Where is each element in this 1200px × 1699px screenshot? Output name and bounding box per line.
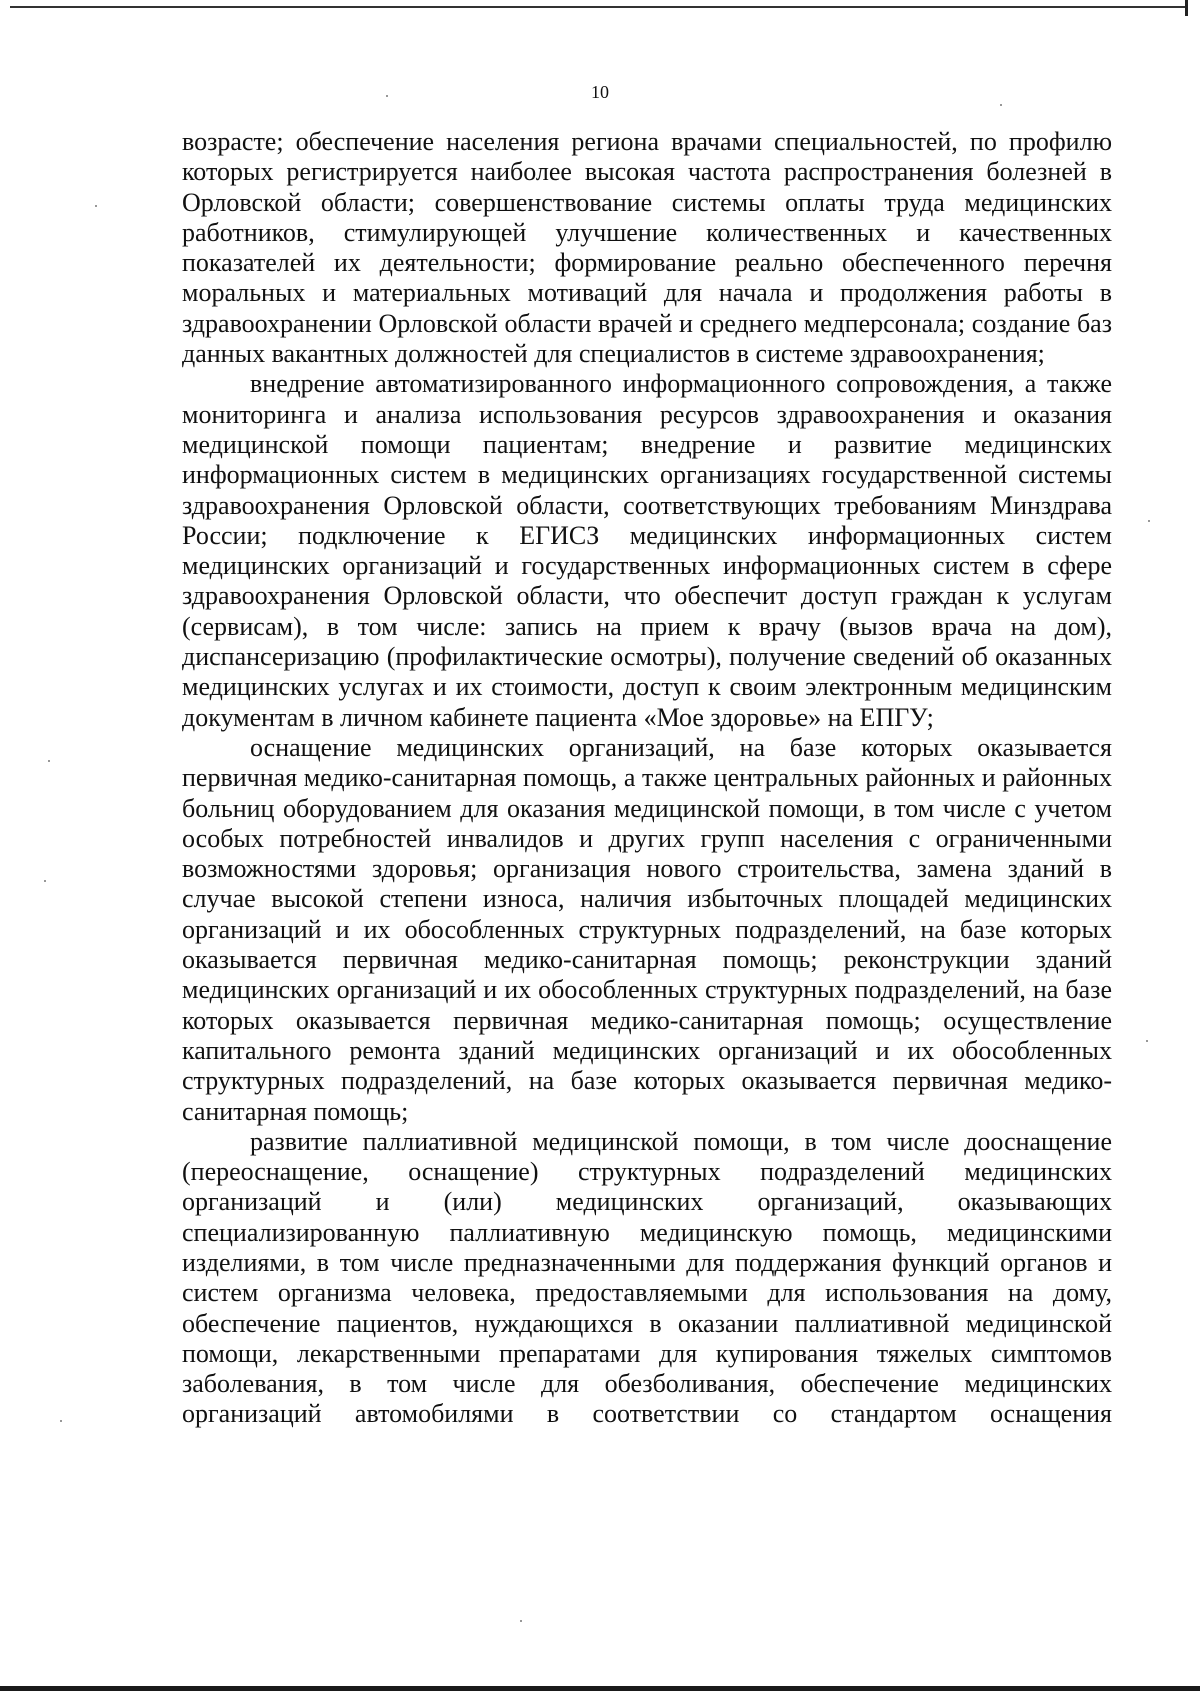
document-body	[182, 127, 1112, 1430]
scan-corner-mark	[1185, 0, 1188, 16]
scan-speck	[386, 95, 388, 97]
scan-speck	[520, 1620, 522, 1622]
page-number: 10	[591, 82, 609, 102]
paragraph-workforce: возрасте; обеспечение населения региона врачами специальностей, по профилю которых регистрируется наиболее высокая частота распространения болезней в Орловской области; совершенствование системы оплаты труда медицинских работников, стимулирующей улучшение количественных и качественных показателей их деятельности; формирование реально обеспеченного перечня моральных и материальных мотиваций для начала и продолжения работы в здравоохранении Орловской области врачей и среднего медперсонала; создание баз данных вакантных должностей для специалистов в системе здравоохранения;	[182, 127, 1112, 369]
scan-speck	[1148, 520, 1150, 522]
paragraph-palliative-care: развитие паллиативной медицинской помощи, в том числе дооснащение (переоснащение, оснащение) структурных подразделений медицинских организаций и (или) медицинских организаций, оказывающих специализированную паллиативную медицинскую помощь, медицинскими изделиями, в том числе предназначенными для поддержания функций органов и систем организма человека, предоставляемыми для использования на дому, обеспечение пациентов, нуждающихся в оказании паллиативной медицинской помощи, лекарственными препаратами для купирования тяжелых симптомов заболевания, в том числе для обезболивания, обеспечение медицинских организаций автомобилями в соответствии со стандартом оснащения	[182, 1126, 1112, 1429]
scan-bottom-border	[0, 1686, 1200, 1691]
scan-speck	[44, 880, 46, 882]
scan-speck	[95, 205, 97, 207]
paragraph-information-systems: внедрение автоматизированного информационного сопровождения, а также мониторинга и анализа использования ресурсов здравоохранения и оказания медицинской помощи пациентам; внедрение и развитие медицинских информационных систем в медицинских организациях государственной системы здравоохранения Орловской области, соответствующих требованиям Минздрава России; подключение к ЕГИСЗ медицинских информационных систем медицинских организаций и государственных информационных систем в сфере здравоохранения Орловской области, что обеспечит доступ граждан к услугам (сервисам), в том числе: запись на прием к врачу (вызов врача на дом), диспансеризацию (профилактические осмотры), получение сведений об оказанных медицинских услугах и их стоимости, доступ к своим электронным медицинским документам в личном кабинете пациента «Мое здоровье» на ЕПГУ;	[182, 369, 1112, 732]
scan-speck	[48, 760, 50, 762]
scan-speck	[60, 1420, 62, 1422]
scan-speck	[1146, 1040, 1148, 1042]
paragraph-equipment-construction: оснащение медицинских организаций, на базе которых оказывается первичная медико-санитарная помощь, а также центральных районных и районных больниц оборудованием для оказания медицинской помощи, в том числе с учетом особых потребностей инвалидов и других групп населения с ограниченными возможностями здоровья; организация нового строительства, замена зданий в случае высокой степени износа, наличия избыточных площадей медицинских организаций и их обособленных структурных подразделений, на базе которых оказывается первичная медико-санитарная помощь; реконструкции зданий медицинских организаций и их обособленных структурных подразделений, на базе которых оказывается первичная медико-санитарная помощь; осуществление капитального ремонта зданий медицинских организаций и их обособленных структурных подразделений, на базе которых оказывается первичная медико-санитарная помощь;	[182, 732, 1112, 1126]
scan-speck	[1000, 104, 1002, 106]
scan-top-border	[10, 6, 1186, 8]
